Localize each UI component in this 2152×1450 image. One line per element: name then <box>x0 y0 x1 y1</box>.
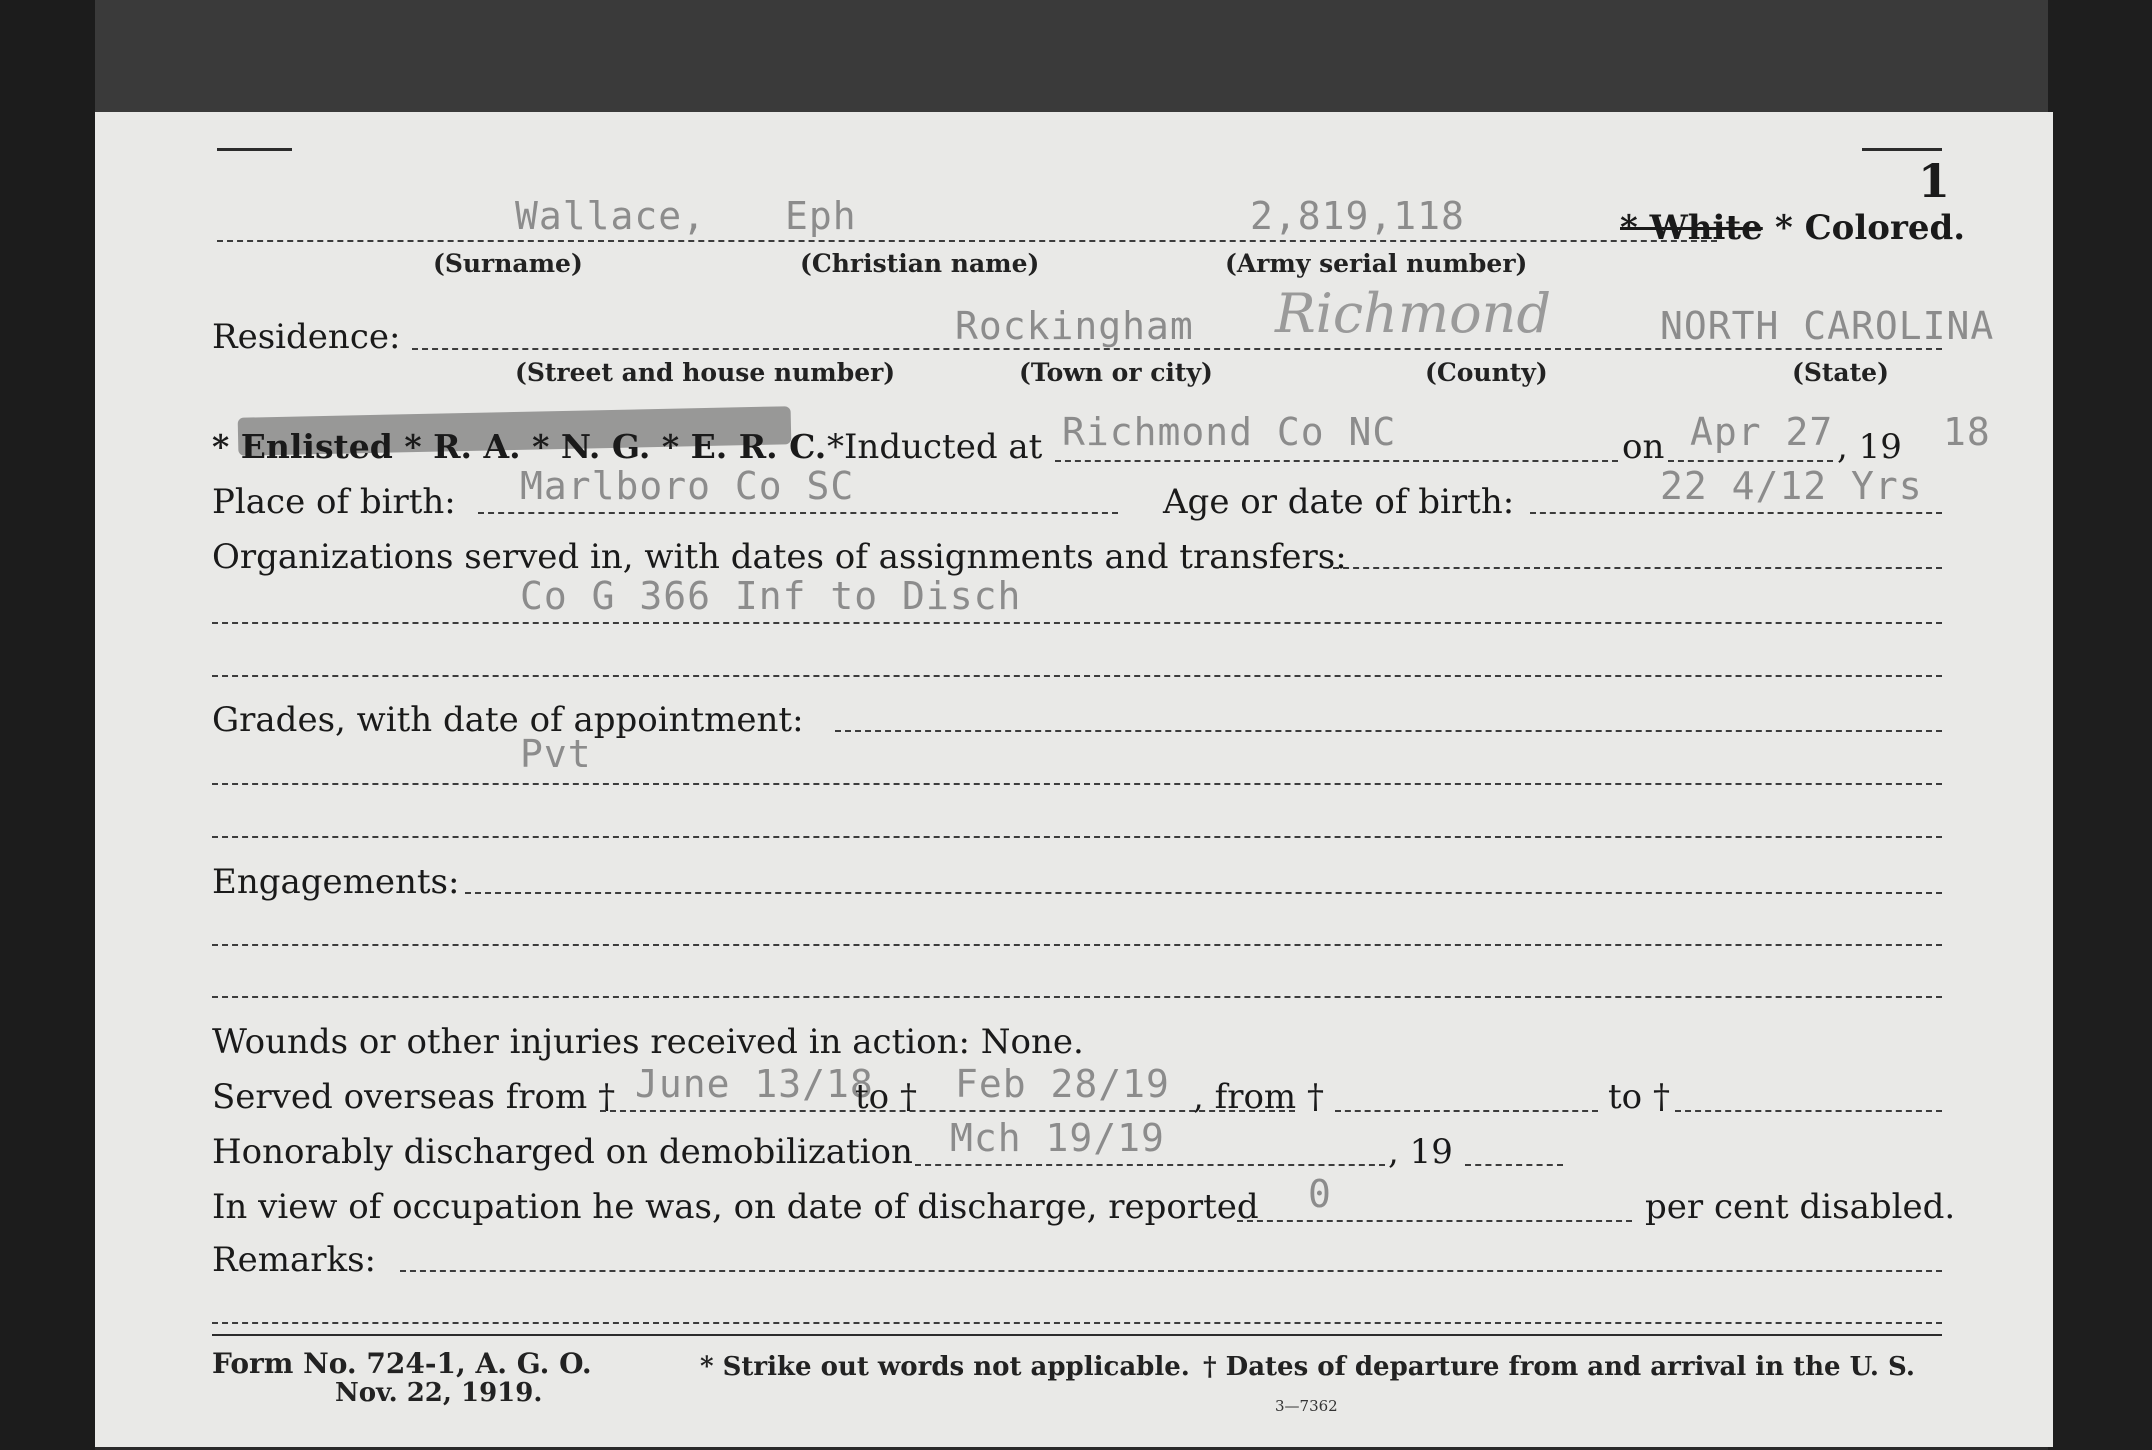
residence-line <box>412 348 1942 350</box>
corner-rule-left <box>217 148 292 151</box>
birth-place-value: Marlboro Co SC <box>520 464 855 508</box>
street-caption: (Street and house number) <box>515 358 896 387</box>
birth-place-label: Place of birth: <box>212 482 456 522</box>
disabled-line <box>1237 1220 1632 1222</box>
remarks-line-1 <box>400 1270 1942 1272</box>
inducted-at-value: Richmond Co NC <box>1062 410 1397 454</box>
organizations-value: Co G 366 Inf to Disch <box>520 574 1022 618</box>
age-line <box>1530 512 1942 514</box>
date-line <box>1668 460 1833 462</box>
age-label: Age or date of birth: <box>1163 482 1515 522</box>
discharge-label: Honorably discharged on demobilization <box>212 1132 913 1172</box>
race-colored: * Colored. <box>1775 208 1966 248</box>
overseas-from-line-2 <box>1335 1110 1598 1112</box>
grades-line-3 <box>212 836 1942 838</box>
org-line-1 <box>1333 567 1942 569</box>
birth-place-line <box>478 512 1118 514</box>
engagements-line-1 <box>465 892 1942 894</box>
residence-label: Residence: <box>212 317 401 357</box>
print-code: 3—7362 <box>1275 1397 1338 1415</box>
grades-line-2 <box>212 783 1942 785</box>
overseas-to-label-2: to † <box>1608 1077 1670 1117</box>
inducted-year-value: 18 <box>1943 410 1991 454</box>
grades-label: Grades, with date of appointment: <box>212 700 804 740</box>
discharge-year-line <box>1465 1164 1563 1166</box>
grades-line-1 <box>835 730 1942 732</box>
age-value: 22 4/12 Yrs <box>1660 464 1923 508</box>
inducted-line <box>1055 460 1618 462</box>
service-record-card <box>95 112 2053 1447</box>
county-caption: (County) <box>1425 358 1548 387</box>
surname-caption: (Surname) <box>433 249 583 278</box>
remarks-label: Remarks: <box>212 1240 376 1280</box>
state-caption: (State) <box>1792 358 1889 387</box>
overseas-to-value: Feb 28/19 <box>955 1062 1170 1106</box>
surname-value: Wallace, <box>515 194 707 238</box>
state-value: NORTH CAROLINA <box>1660 304 1995 348</box>
footnote-strike: * Strike out words not applicable. <box>700 1352 1190 1382</box>
inducted-label: *Inducted at <box>827 427 1043 467</box>
year-prefix: , 19 <box>1837 427 1902 467</box>
engagements-label: Engagements: <box>212 862 460 902</box>
on-label: on <box>1622 427 1665 467</box>
discharge-year-prefix: , 19 <box>1388 1132 1453 1172</box>
organizations-label: Organizations served in, with dates of assignments and transfers: <box>212 537 1347 577</box>
race-white: * White <box>1620 208 1763 248</box>
discharge-date-value: Mch 19/19 <box>950 1116 1165 1160</box>
scan-border-top <box>95 0 2048 112</box>
overseas-line <box>600 1110 1295 1112</box>
engagements-line-3 <box>212 996 1942 998</box>
serial-number-caption: (Army serial number) <box>1225 249 1528 278</box>
overseas-to-line-2 <box>1675 1110 1942 1112</box>
name-line <box>217 240 1717 242</box>
discharge-line <box>915 1164 1385 1166</box>
page-number: 1 <box>1918 154 1951 208</box>
overseas-to-label: to † <box>855 1077 917 1117</box>
org-line-2 <box>212 622 1942 624</box>
overseas-label: Served overseas from † <box>212 1077 616 1117</box>
county-handwritten: Richmond <box>1275 282 1552 345</box>
christian-name-caption: (Christian name) <box>800 249 1040 278</box>
org-line-3 <box>212 675 1942 677</box>
form-date: Nov. 22, 1919. <box>335 1378 543 1408</box>
remarks-line-2 <box>212 1322 1942 1324</box>
disabled-percent-value: 0 <box>1308 1172 1332 1216</box>
overseas-from-label-2: , from † <box>1193 1077 1324 1117</box>
town-value: Rockingham <box>955 304 1194 348</box>
form-number: Form No. 724-1, A. G. O. <box>212 1347 592 1380</box>
engagements-line-2 <box>212 944 1942 946</box>
serial-number-value: 2,819,118 <box>1250 194 1465 238</box>
inducted-date-value: Apr 27 <box>1690 410 1834 454</box>
footnote-dates: † Dates of departure from and arrival in the U. S. <box>1203 1352 1915 1382</box>
occupation-label: In view of occupation he was, on date of discharge, reported <box>212 1187 1259 1227</box>
christian-name-value: Eph <box>785 194 857 238</box>
town-caption: (Town or city) <box>1019 358 1213 387</box>
scan-border-left <box>0 0 95 1450</box>
wounds-text: Wounds or other injuries received in action: None. <box>212 1022 1084 1062</box>
enlisted-options: * Enlisted * R. A. * N. G. * E. R. C. <box>212 427 827 466</box>
corner-rule-right <box>1862 148 1942 151</box>
overseas-from-value: June 13/18 <box>635 1062 874 1106</box>
grade-value: Pvt <box>520 732 592 776</box>
footer-rule <box>212 1334 1942 1336</box>
scan-border-right <box>2048 0 2152 1450</box>
disabled-suffix: per cent disabled. <box>1645 1187 1956 1227</box>
